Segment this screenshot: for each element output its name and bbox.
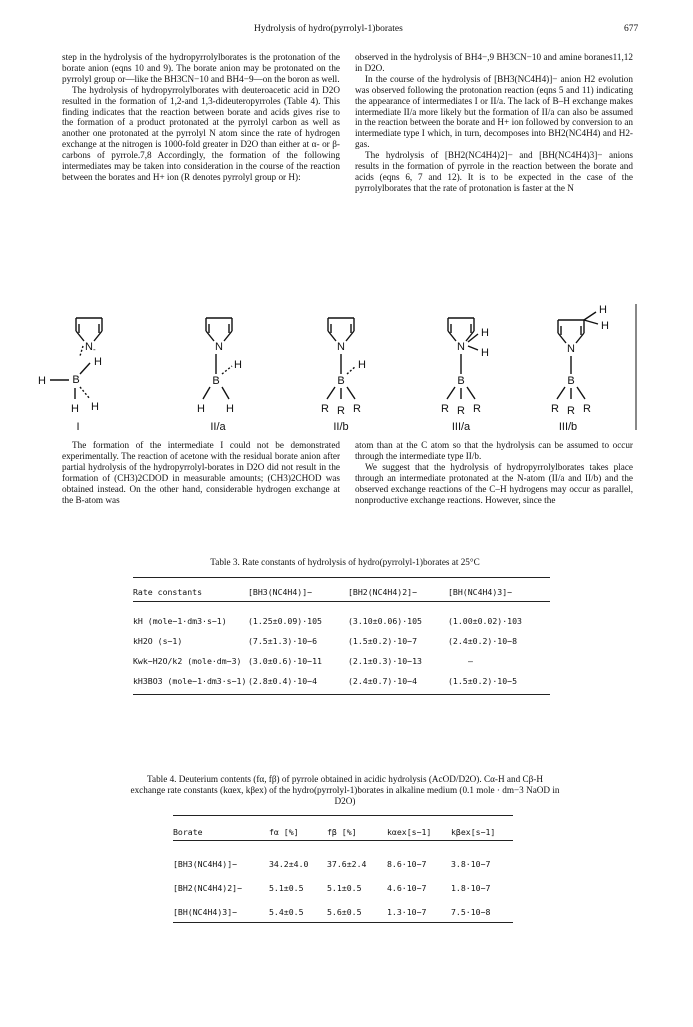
table3-header-cell: [BH2(NC4H4)2]− xyxy=(348,586,418,597)
intermediate-structures-figure xyxy=(38,296,643,436)
table3-bottom-rule xyxy=(133,694,550,695)
table-cell: kH3BO3 (mole−1·dm3·s−1) xyxy=(133,676,247,686)
table-cell: (3.10±0.06)·105 xyxy=(348,616,422,626)
table-cell: 34.2±4.0 xyxy=(269,859,309,869)
substituent-R: R xyxy=(353,403,361,415)
table-cell: (2.4±0.7)·10−4 xyxy=(348,676,418,686)
substituent-R: R xyxy=(473,403,481,415)
substituent-R: R xyxy=(583,403,591,415)
table-cell: 1.3·10−7 xyxy=(387,907,427,917)
substituent-R: R xyxy=(321,403,329,415)
table-cell: 5.1±0.5 xyxy=(269,883,304,893)
table3 xyxy=(133,583,550,691)
substituent-R: R xyxy=(441,403,449,415)
table3-top-rule xyxy=(133,577,550,578)
hydrogen-atom: H xyxy=(71,403,79,415)
page-number: 677 xyxy=(624,24,639,34)
table-cell: 1.8·10−7 xyxy=(451,883,491,893)
top-right-column xyxy=(355,52,633,194)
structure-I xyxy=(38,318,102,433)
table4-caption-line: D2O) xyxy=(334,796,356,806)
table-cell: (1.25±0.09)·105 xyxy=(248,616,322,626)
top-left-column xyxy=(62,52,340,183)
structure-label-I: I xyxy=(76,421,80,433)
boron-atom: B xyxy=(567,375,575,387)
table-cell: – xyxy=(468,656,473,666)
table3-caption: Table 3. Rate constants of hydrolysis of hydro(pyrrolyl-1)borates at 25°C xyxy=(210,557,480,567)
table-cell: 37.6±2.4 xyxy=(327,859,367,869)
structure-label-III-a: III/a xyxy=(451,421,471,433)
table-cell: (1.00±0.02)·103 xyxy=(448,616,522,626)
table-cell: Kwk−H2O/k2 (mole·dm−3) xyxy=(133,656,242,666)
table-cell: (7.5±1.3)·10−6 xyxy=(248,636,318,646)
table3-header-cell: Rate constants xyxy=(133,586,203,597)
bottom-right-column xyxy=(355,440,633,505)
structure-label-II-a: II/a xyxy=(210,421,226,433)
table-cell: 5.4±0.5 xyxy=(269,907,304,917)
table-cell: (1.5±0.2)·10−7 xyxy=(348,636,418,646)
structure-III-b xyxy=(551,304,609,433)
table4-caption xyxy=(80,774,610,807)
nitrogen-atom: N xyxy=(567,343,575,355)
table-cell: [BH2(NC4H4)2]− xyxy=(173,883,243,893)
table-cell: 3.8·10−7 xyxy=(451,859,491,869)
paragraph: observed in the hydrolysis of BH4−,9 BH3CN−10 and amine boranes11,12 in D2O. xyxy=(355,52,633,73)
structure-II-b xyxy=(321,318,366,433)
table-cell: (2.4±0.2)·10−8 xyxy=(448,636,518,646)
hydrogen-atom: H xyxy=(197,403,205,415)
table-cell: 7.5·10−8 xyxy=(451,907,491,917)
substituent-R: R xyxy=(337,405,345,417)
paragraph: atom than at the C atom so that the hydrolysis can be assumed to occur through the intermediate type II/b. xyxy=(355,440,633,461)
table3-header-cell: [BH(NC4H4)3]− xyxy=(448,586,513,597)
paragraph: step in the hydrolysis of the hydropyrrolylborates is the protonation of the borate anion (eqns 10 and 9). The borate anion may be protonated on the pyrrolyl group or—like the BH3CN−10 and BH4−9—on the boron as well. xyxy=(62,52,340,84)
table4-header-cell: fβ [%] xyxy=(327,826,357,837)
svg-text:-: - xyxy=(93,345,96,354)
paragraph: The hydrolysis of hydropyrrolylborates with deuteroacetic acid in D2O resulted in the formation of 1,2-and 1,3-dideuteropyrroles (Table 4). This finding indicates that the reaction between borate and acids gives rise to the formation of a product protonated at the pyrrolyl carbon as well as another one protonated at the pyrrolyl N atom since the rate of hydrogen exchange at the nitrogen is 1000-fold greater in D2O than either at α- or β-carbons of pyrrole.7,8 Accordingly, the formation of the following intermediates may be taken into consideration in the course of the reaction between the borates and H+ ion (R denotes pyrrolyl group or H): xyxy=(62,84,340,182)
bottom-left-column xyxy=(62,440,340,505)
nitrogen-atom: N xyxy=(215,341,223,353)
paragraph: We suggest that the hydrolysis of hydropyrrolylborates takes place through an intermediate protonated at the N-atom (II/a and II/b) and the observed exchange reactions of the C–H hydrogens may occur as parallel, nonproductive exchange reactions. However, since the xyxy=(355,461,633,505)
boron-atom: B xyxy=(72,374,80,386)
boron-atom: B xyxy=(457,375,465,387)
table4-header-cell: fα [%] xyxy=(269,826,299,837)
nitrogen-atom: N xyxy=(85,341,93,353)
table4-header-cell: kαex[s−1] xyxy=(387,826,432,837)
boron-atom: B xyxy=(337,375,345,387)
table-row xyxy=(173,900,513,924)
table4-caption-line: Table 4. Deuterium contents (fα, fβ) of pyrrole obtained in acidic hydrolysis (AcOD/D2O). Cα-H and Cβ-H xyxy=(147,774,543,784)
hydrogen-atom: H xyxy=(599,304,607,316)
substituent-R: R xyxy=(567,405,575,417)
table-row xyxy=(173,876,513,900)
nitrogen-atom: N xyxy=(457,341,465,353)
table4 xyxy=(173,824,513,924)
paragraph: The formation of the intermediate I could not be demonstrated experimentally. The reaction of acetone with the residual borate anion after partial hydrolysis of the hydropyrrolyl-borates in D2O did not result in the formation of (CH3)2CDOD in measurable amounts; (CH3)2CHOD was obtained instead. On the other hand, considerable hydrogen exchange at the B-atom was xyxy=(62,440,340,505)
boron-atom: B xyxy=(212,375,220,387)
table4-header-cell: kβex[s−1] xyxy=(451,826,496,837)
hydrogen-atom: H xyxy=(601,320,609,332)
table4-caption-line: exchange rate constants (kαex, kβex) of the hydro(pyrrolyl-1)borates in alkaline medium (0.1 mole · dm−3 NaOD in xyxy=(130,785,560,795)
table-cell: (2.8±0.4)·10−4 xyxy=(248,676,318,686)
running-title: Hydrolysis of hydro(pyrrolyl-1)borates xyxy=(254,24,403,34)
table-row xyxy=(173,852,513,876)
table-cell: kH2O (s−1) xyxy=(133,636,183,646)
table3-header-cell: [BH3(NC4H4)]− xyxy=(248,586,313,597)
structure-III-a xyxy=(441,318,489,433)
table-cell: 5.6±0.5 xyxy=(327,907,362,917)
table-row xyxy=(133,651,550,671)
paragraph: The hydrolysis of [BH2(NC4H4)2]− and [BH(NC4H4)3]− anions results in the formation of pyrrole in the reaction between the borate and acids (eqns 6, 7 and 12). It is to be expected in the case of the pyrrolylborates that the rate of protonation is faster at the N xyxy=(355,150,633,193)
table-row xyxy=(133,611,550,631)
table-cell: 8.6·10−7 xyxy=(387,859,427,869)
hydrogen-atom: H xyxy=(358,359,366,371)
hydrogen-atom: H xyxy=(94,356,102,368)
table4-bottom-rule xyxy=(173,922,513,923)
hydrogen-atom: H xyxy=(91,401,99,413)
hydrogen-atom: H xyxy=(38,375,46,387)
table-row xyxy=(133,671,550,691)
hydrogen-atom: H xyxy=(226,403,234,415)
table4-top-rule xyxy=(173,815,513,816)
structure-label-III-b: III/b xyxy=(558,421,578,433)
hydrogen-atom: H xyxy=(481,327,489,339)
structure-label-II-b: II/b xyxy=(333,421,349,433)
hydrogen-atom: H xyxy=(481,347,489,359)
paragraph: In the course of the hydrolysis of [BH3(NC4H4)]− anion H2 evolution was observed following the protonation reaction (eqns 5 and 11) indicating the appearance of intermediates I or II/a. The lack of B–H exchange makes intermediate II/a more likely but the formation of II/a can also be assumed in the reaction between the borate and H+ ion followed by conversion to an intermediate type I which, in turn, decomposes into BH2(NC4H4) and H2-gas. xyxy=(355,73,633,150)
table4-header-cell: Borate xyxy=(173,826,203,837)
table-cell: 5.1±0.5 xyxy=(327,883,362,893)
table-cell: [BH3(NC4H4)]− xyxy=(173,859,238,869)
table-row xyxy=(133,631,550,651)
table-cell: (2.1±0.3)·10−13 xyxy=(348,656,422,666)
nitrogen-atom: N xyxy=(337,341,345,353)
table-cell: 4.6·10−7 xyxy=(387,883,427,893)
table-cell: [BH(NC4H4)3]− xyxy=(173,907,238,917)
hydrogen-atom: H xyxy=(234,359,242,371)
table3-header-row xyxy=(133,583,550,601)
table-cell: (3.0±0.6)·10−11 xyxy=(248,656,322,666)
structure-II-a xyxy=(197,318,242,433)
table4-header-row xyxy=(173,824,513,840)
substituent-R: R xyxy=(551,403,559,415)
table-cell: (1.5±0.2)·10−5 xyxy=(448,676,518,686)
table-cell: kH (mole−1·dm3·s−1) xyxy=(133,616,227,626)
substituent-R: R xyxy=(457,405,465,417)
